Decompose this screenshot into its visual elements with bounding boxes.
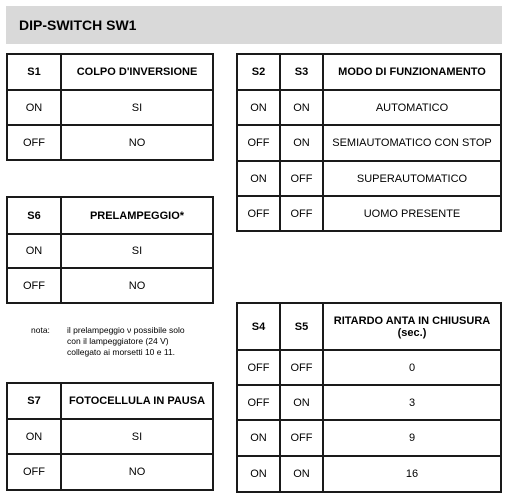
- table-cell: OFF: [237, 196, 280, 231]
- s1-table: [6, 53, 214, 161]
- table-cell: OFF: [280, 196, 323, 231]
- table-cell: OFF: [7, 454, 61, 490]
- table-cell: OFF: [237, 385, 280, 420]
- table-cell: UOMO PRESENTE: [323, 196, 501, 231]
- table-header-cell: COLPO D'INVERSIONE: [61, 54, 213, 90]
- table-cell: ON: [7, 234, 61, 268]
- table-cell: OFF: [7, 268, 61, 303]
- delay-table: [236, 302, 502, 493]
- table-cell: ON: [7, 419, 61, 454]
- table-header-cell: [323, 303, 501, 350]
- table-cell: ON: [237, 420, 280, 456]
- table-cell: SEMIAUTOMATICO CON STOP: [323, 125, 501, 161]
- table-cell: OFF: [7, 125, 61, 160]
- note-line: il prelampeggio ν possibile solo: [67, 325, 185, 335]
- table-header-cell: MODO DI FUNZIONAMENTO: [323, 54, 501, 90]
- table-header-row: [237, 54, 501, 90]
- page-title-text: DIP-SWITCH SW1: [19, 17, 137, 33]
- table-row: [237, 350, 501, 385]
- note-line: collegato ai morsetti 10 e 11.: [67, 347, 176, 357]
- table-header-row: [7, 197, 213, 234]
- s7-table: [6, 382, 214, 491]
- table-cell: NO: [61, 268, 213, 303]
- table-header-row: [7, 54, 213, 90]
- table-header-cell: S5: [280, 303, 323, 350]
- table-cell: 0: [323, 350, 501, 385]
- table-cell: SI: [61, 90, 213, 125]
- table-cell: ON: [237, 90, 280, 125]
- table-row: [7, 419, 213, 454]
- page-title: [6, 6, 502, 44]
- table-header-cell: S2: [237, 54, 280, 90]
- table-row: [237, 385, 501, 420]
- table-row: [237, 125, 501, 161]
- note-line: con il lampeggiatore (24 V): [67, 336, 169, 346]
- table-cell: ON: [280, 385, 323, 420]
- table-row: [237, 196, 501, 231]
- table-row: [7, 90, 213, 125]
- table-header-cell: S3: [280, 54, 323, 90]
- table-cell: NO: [61, 454, 213, 490]
- table-cell: ON: [280, 456, 323, 492]
- table-row: [237, 420, 501, 456]
- table-header-cell: S7: [7, 383, 61, 419]
- table-header-cell: S4: [237, 303, 280, 350]
- table-cell: 3: [323, 385, 501, 420]
- table-cell: OFF: [280, 161, 323, 196]
- table-row: [237, 456, 501, 492]
- table-cell: 16: [323, 456, 501, 492]
- table-cell: ON: [7, 90, 61, 125]
- table-cell: NO: [61, 125, 213, 160]
- table-cell: ON: [237, 161, 280, 196]
- table-row: [7, 125, 213, 160]
- table-header-row: [237, 303, 501, 350]
- table-row: [237, 161, 501, 196]
- table-cell: OFF: [237, 350, 280, 385]
- table-header-cell: PRELAMPEGGIO*: [61, 197, 213, 234]
- table-cell: ON: [280, 125, 323, 161]
- table-cell: ON: [280, 90, 323, 125]
- table-cell: SI: [61, 234, 213, 268]
- table-row: [7, 454, 213, 490]
- table-cell: OFF: [237, 125, 280, 161]
- table-cell: AUTOMATICO: [323, 90, 501, 125]
- table-row: [237, 90, 501, 125]
- s6-table: [6, 196, 214, 304]
- note-label: nota:: [31, 325, 50, 335]
- header-line: (sec.): [397, 326, 427, 339]
- table-header-cell: S6: [7, 197, 61, 234]
- mode-table: [236, 53, 502, 232]
- table-header-cell: S1: [7, 54, 61, 90]
- table-header-cell: FOTOCELLULA IN PAUSA: [61, 383, 213, 419]
- table-row: [7, 234, 213, 268]
- note-text: [67, 325, 227, 358]
- header-line: RITARDO ANTA IN CHIUSURA: [333, 314, 491, 327]
- table-cell: 9: [323, 420, 501, 456]
- table-cell: OFF: [280, 350, 323, 385]
- table-header-row: [7, 383, 213, 419]
- table-row: [7, 268, 213, 303]
- table-cell: SI: [61, 419, 213, 454]
- table-cell: ON: [237, 456, 280, 492]
- table-cell: OFF: [280, 420, 323, 456]
- table-cell: SUPERAUTOMATICO: [323, 161, 501, 196]
